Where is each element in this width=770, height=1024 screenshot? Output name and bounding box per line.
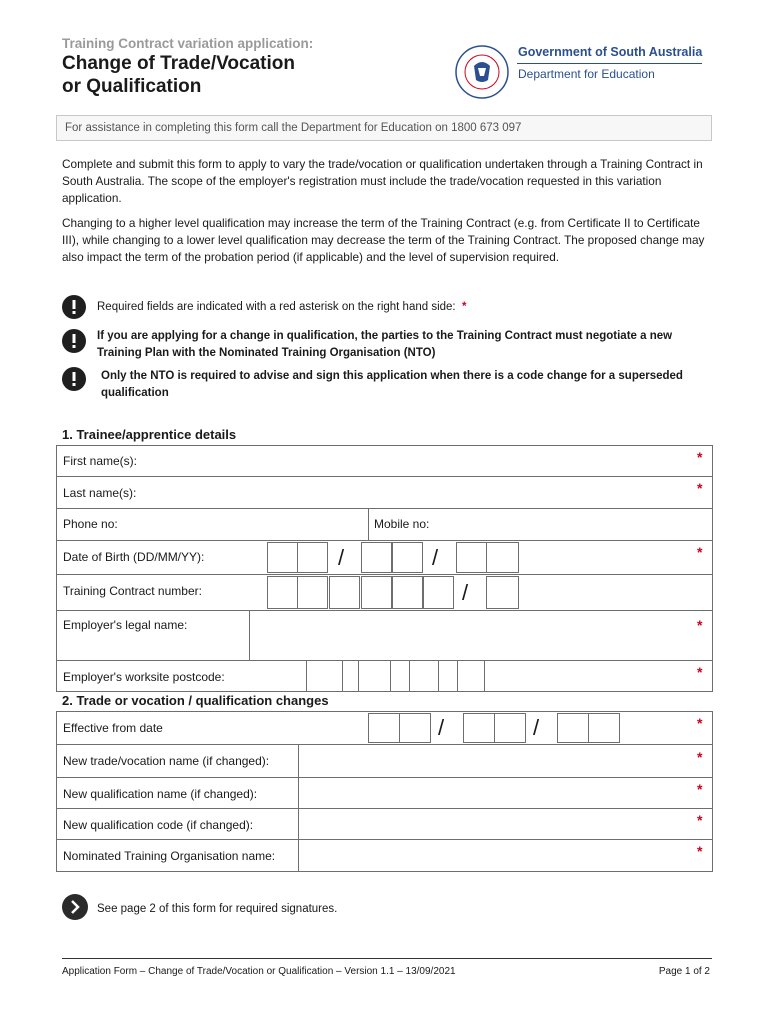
last-name-field[interactable] [56, 476, 713, 509]
required-fields-note [97, 299, 697, 316]
contract-digit-box[interactable] [392, 576, 423, 609]
required-asterisk: * [697, 664, 703, 680]
new-qual-name-input[interactable] [298, 777, 713, 809]
required-fields-text: Required fields are indicated with a red asterisk on the right hand side: [97, 301, 456, 313]
date-digit-box[interactable] [368, 713, 400, 743]
employer-name-label: Employer's legal name: [63, 618, 188, 632]
nto-only-note: Only the NTO is required to advise and sign this application when there is a code change for a superseded qualification [101, 370, 683, 399]
required-asterisk: * [697, 480, 703, 496]
date-digit-box[interactable] [463, 713, 495, 743]
required-asterisk: * [697, 749, 703, 765]
date-separator: / [432, 545, 439, 570]
date-digit-box[interactable] [588, 713, 620, 743]
contract-digit-box[interactable] [361, 576, 392, 609]
mobile-label: Mobile no: [374, 517, 430, 531]
date-separator: / [438, 715, 445, 740]
assistance-banner: For assistance in completing this form call the Department for Education on 1800 673 097 [56, 115, 712, 141]
section-1-heading: 1. Trainee/apprentice details [62, 427, 237, 442]
contract-digit-box[interactable] [267, 576, 298, 609]
required-asterisk: * [697, 715, 703, 731]
date-digit-box[interactable] [494, 713, 526, 743]
chevron-right-icon [62, 894, 88, 920]
postcode-digit-box[interactable] [457, 660, 485, 692]
required-asterisk: * [697, 449, 703, 465]
postcode-label: Employer's worksite postcode: [63, 670, 225, 684]
required-asterisk: * [697, 781, 703, 797]
postcode-digit-box[interactable] [409, 660, 439, 692]
required-asterisk: * [697, 544, 703, 560]
government-name: Government of South Australia [518, 45, 703, 59]
last-name-label: Last name(s): [63, 486, 137, 500]
brand-divider [517, 63, 702, 64]
dob-digit-box[interactable] [361, 542, 392, 573]
title-line-2: or Qualification [62, 76, 202, 97]
intro-paragraph-2: Changing to a higher level qualification may increase the term of the Training Contract (e.g. from Certificate II to Certificate III), while changing to a lower level qualification may decrease the term of the Training Contract. The proposed change may also impact the term of the probation period (if applicable) and the level of supervision required. [62, 216, 705, 264]
dob-digit-box[interactable] [392, 542, 423, 573]
new-qual-name-label: New qualification name (if changed): [63, 787, 258, 801]
new-trade-label: New trade/vocation name (if changed): [63, 754, 270, 768]
date-digit-box[interactable] [399, 713, 431, 743]
contract-digit-box[interactable] [329, 576, 360, 609]
nto-name-label: Nominated Training Organisation name: [63, 849, 276, 863]
required-asterisk: * [697, 843, 703, 859]
postcode-digit-box[interactable] [358, 660, 391, 692]
dob-digit-box[interactable] [456, 542, 487, 573]
exclamation-icon [62, 295, 86, 319]
contract-number-label: Training Contract number: [63, 584, 202, 598]
date-separator: / [533, 715, 540, 740]
contract-digit-box[interactable] [486, 576, 519, 609]
required-asterisk: * [462, 301, 467, 313]
title-line-1: Change of Trade/Vocation [62, 53, 295, 74]
dob-digit-box[interactable] [267, 542, 298, 573]
required-asterisk: * [697, 617, 703, 633]
phone-label: Phone no: [63, 517, 118, 531]
dob-digit-box[interactable] [486, 542, 519, 573]
department-name: Department for Education [518, 67, 655, 81]
contract-digit-box[interactable] [423, 576, 454, 609]
nto-name-input[interactable] [298, 839, 713, 872]
form-subtitle: Training Contract variation application: [62, 36, 314, 51]
state-seal-icon [454, 44, 510, 100]
contract-digit-box[interactable] [297, 576, 328, 609]
exclamation-icon [62, 367, 86, 391]
date-digit-box[interactable] [557, 713, 589, 743]
intro-paragraph-1: Complete and submit this form to apply to vary the trade/vocation or qualification undertaken through a Training Contract in South Australia. The scope of the employer's registration must include the trade/vocation requested in this variation application. [62, 157, 703, 205]
page-title [62, 52, 362, 98]
dob-label: Date of Birth (DD/MM/YY): [63, 550, 205, 564]
date-separator: / [338, 545, 345, 570]
employer-name-input[interactable] [249, 610, 713, 661]
new-qual-code-label: New qualification code (if changed): [63, 818, 254, 832]
page-number: Page 1 of 2 [658, 966, 710, 977]
first-name-field[interactable] [56, 445, 713, 477]
see-page-2-note: See page 2 of this form for required signatures. [97, 903, 338, 915]
exclamation-icon [62, 329, 86, 353]
required-asterisk: * [697, 812, 703, 828]
first-name-label: First name(s): [63, 454, 138, 468]
new-trade-input[interactable] [298, 744, 713, 778]
contract-separator: / [462, 580, 469, 605]
effective-date-label: Effective from date [63, 721, 163, 735]
training-plan-note: If you are applying for a change in qualification, the parties to the Training Contract must negotiate a new Training Plan with the Nominated Training Organisation (NTO) [97, 330, 673, 359]
section-2-heading: 2. Trade or vocation / qualification changes [62, 693, 329, 708]
footer-divider [62, 958, 712, 959]
new-qual-code-input[interactable] [298, 808, 713, 840]
dob-digit-box[interactable] [297, 542, 328, 573]
postcode-digit-box[interactable] [306, 660, 343, 692]
footer-version: Application Form – Change of Trade/Vocation or Qualification – Version 1.1 – 13/09/2021 [62, 966, 456, 977]
